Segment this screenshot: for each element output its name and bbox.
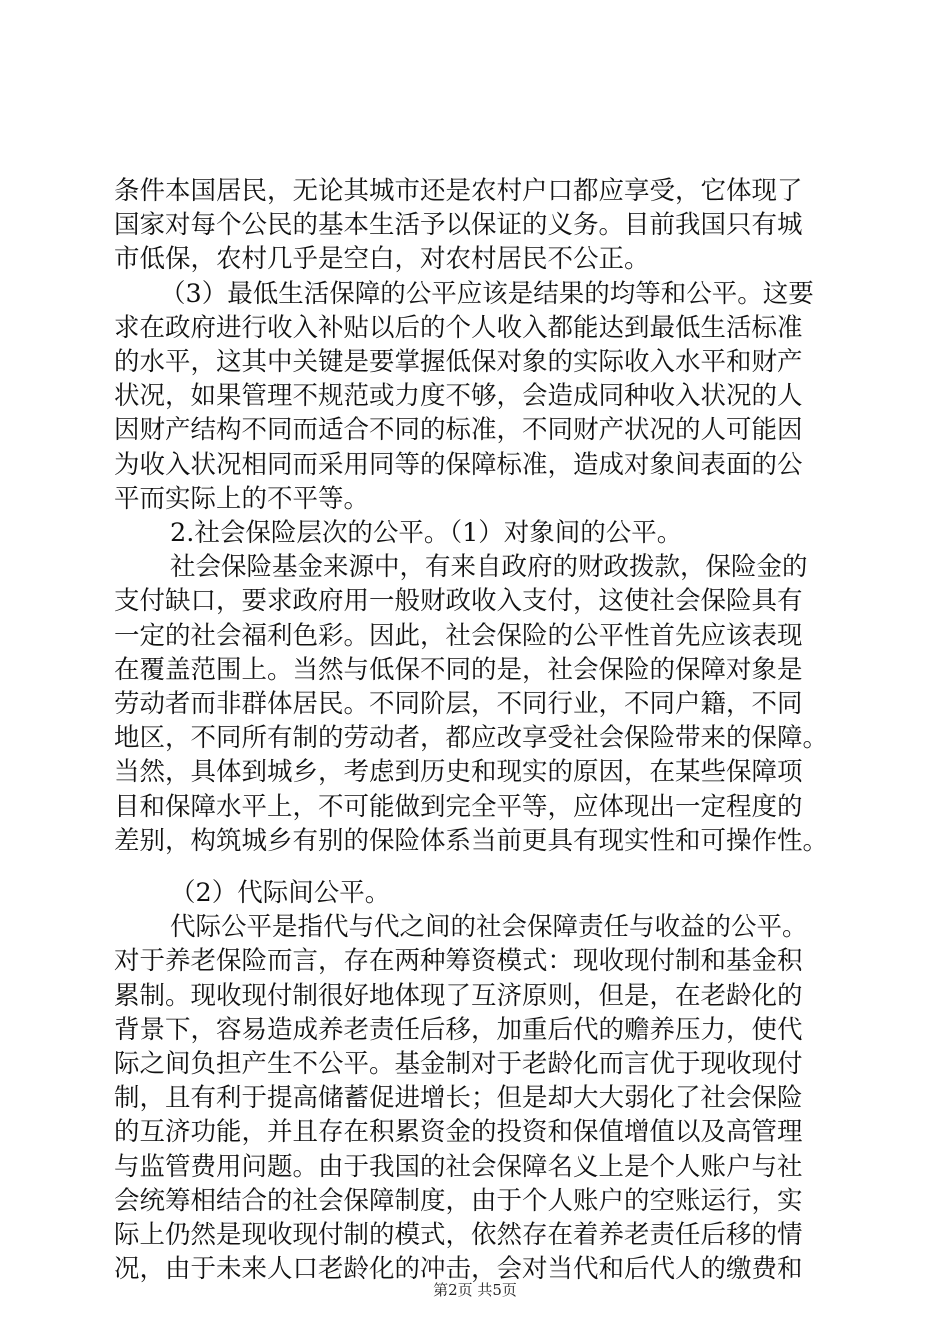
text-line: 背景下，容易造成养老责任后移，加重后代的赡养压力，使代 [114,1015,803,1045]
text-line: 地区，不同所有制的劳动者，都应改享受社会保险带来的保障。 [114,723,829,753]
text-line: 国家对每个公民的基本生活予以保证的义务。目前我国只有城 [114,210,803,240]
paragraph-first-line: （3）最低生活保障的公平应该是结果的均等和公平。这要 [160,279,814,309]
text-line: 当然，具体到城乡，考虑到历史和现实的原因，在某些保障项 [114,757,803,787]
text-line: 条件本国居民，无论其城市还是农村户口都应享受，它体现了 [114,176,803,206]
text-line: 劳动者而非群体居民。不同阶层，不同行业，不同户籍，不同 [114,689,803,719]
text-line: 与监管费用问题。由于我国的社会保障名义上是个人账户与社 [114,1152,803,1182]
paragraph-first-line: 社会保险基金来源中，有来自政府的财政拨款，保险金的 [170,552,808,582]
text-line: 对于养老保险而言，存在两种筹资模式：现收现付制和基金积 [114,946,803,976]
text-line: 在覆盖范围上。当然与低保不同的是，社会保险的保障对象是 [114,655,803,685]
text-line: 因财产结构不同而适合不同的标准，不同财产状况的人可能因 [114,415,803,445]
text-line: 际上仍然是现收现付制的模式，依然存在着养老责任后移的情 [114,1220,803,1250]
text-line: 支付缺口，要求政府用一般财政收入支付，这使社会保险具有 [114,586,803,616]
paragraph-first-line: 代际公平是指代与代之间的社会保障责任与收益的公平。 [170,912,808,942]
text-line: 市低保，农村几乎是空白，对农村居民不公正。 [114,244,650,274]
page-footer: 第2页 共5页 [433,1281,517,1299]
text-line: 平而实际上的不平等。 [114,484,370,514]
text-line: 为收入状况相同而采用同等的保障标准，造成对象间表面的公 [114,450,803,480]
text-line: 差别，构筑城乡有别的保险体系当前更具有现实性和可操作性。 [114,826,829,856]
text-line: 状况，如果管理不规范或力度不够，会造成同种收入状况的人 [114,381,803,411]
text-line: 累制。现收现付制很好地体现了互济原则，但是，在老龄化的 [114,981,803,1011]
text-line: 的水平，这其中关键是要掌握低保对象的实际收入水平和财产 [114,347,803,377]
subsection-heading: （2）代际间公平。 [170,878,391,908]
text-line: 会统筹相结合的社会保障制度，由于个人账户的空账运行，实 [114,1186,803,1216]
text-line: 制，且有利于提高储蓄促进增长；但是却大大弱化了社会保险 [114,1083,803,1113]
section-heading: 2.社会保险层次的公平。（1）对象间的公平。 [170,518,683,548]
text-line: 一定的社会福利色彩。因此，社会保险的公平性首先应该表现 [114,621,803,651]
text-line: 际之间负担产生不公平。基金制对于老龄化而言优于现收现付 [114,1049,803,1079]
text-line: 况，由于未来人口老龄化的冲击，会对当代和后代人的缴费和 [114,1254,803,1284]
text-line: 的互济功能，并且存在积累资金的投资和保值增值以及高管理 [114,1117,803,1147]
text-line: 目和保障水平上，不可能做到完全平等，应体现出一定程度的 [114,792,803,822]
text-line: 求在政府进行收入补贴以后的个人收入都能达到最低生活标准 [114,313,803,343]
